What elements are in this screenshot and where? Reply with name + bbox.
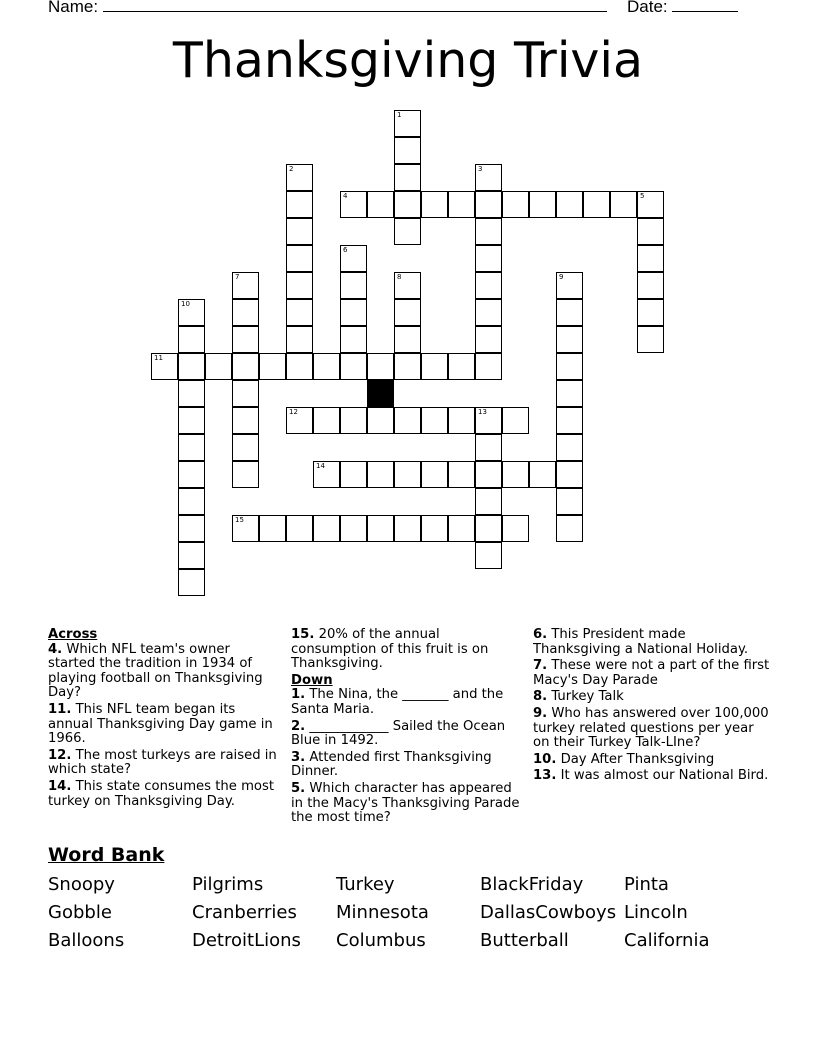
clue-item xyxy=(533,659,773,688)
grid-cell[interactable] xyxy=(529,461,556,488)
grid-cell[interactable] xyxy=(556,380,583,407)
clue-num: 1. xyxy=(291,687,306,703)
grid-cell[interactable] xyxy=(178,515,205,542)
clue-item xyxy=(533,769,773,784)
grid-cell[interactable] xyxy=(394,515,421,542)
clue-num: 3. xyxy=(291,749,306,765)
clue-num: 15. xyxy=(291,627,315,642)
clue-number: 7 xyxy=(235,273,240,281)
clues-column-1 xyxy=(48,628,280,811)
grid-cell[interactable] xyxy=(178,299,205,326)
word-bank-word: Balloons xyxy=(48,930,125,951)
grid-cell[interactable] xyxy=(232,326,259,353)
word-bank-word: Minnesota xyxy=(336,902,429,923)
grid-cell[interactable] xyxy=(394,299,421,326)
clue-item xyxy=(48,643,280,701)
grid-cell[interactable] xyxy=(421,191,448,218)
grid-cell[interactable] xyxy=(583,191,610,218)
grid-cell[interactable] xyxy=(610,191,637,218)
grid-cell[interactable] xyxy=(340,407,367,434)
grid-cell[interactable] xyxy=(286,326,313,353)
grid-cell[interactable] xyxy=(529,191,556,218)
grid-cell[interactable] xyxy=(637,272,664,299)
grid-cell[interactable] xyxy=(556,299,583,326)
grid-cell[interactable] xyxy=(556,461,583,488)
grid-cell[interactable] xyxy=(394,191,421,218)
grid-cell[interactable] xyxy=(367,191,394,218)
clue-number: 2 xyxy=(289,165,294,173)
grid-cell[interactable] xyxy=(232,299,259,326)
clue-number: 1 xyxy=(397,111,402,119)
grid-cell[interactable] xyxy=(475,218,502,245)
clue-item xyxy=(291,688,523,717)
word-bank-word: Lincoln xyxy=(624,902,688,923)
grid-cell[interactable] xyxy=(475,353,502,380)
clue-num: 7. xyxy=(533,658,548,674)
grid-cell[interactable] xyxy=(475,488,502,515)
grid-cell[interactable] xyxy=(367,407,394,434)
clue-num: 9. xyxy=(533,705,548,721)
grid-cell[interactable] xyxy=(286,245,313,272)
clue-text: This state consumes the most turkey on Thanksgiving Day. xyxy=(48,778,275,809)
grid-cell[interactable] xyxy=(475,191,502,218)
grid-cell[interactable] xyxy=(556,353,583,380)
clue-number: 13 xyxy=(478,408,487,416)
clue-item xyxy=(533,628,773,657)
word-bank-title: Word Bank xyxy=(48,844,165,866)
grid-cell[interactable] xyxy=(637,218,664,245)
clue-number: 9 xyxy=(559,273,564,281)
grid-cell[interactable] xyxy=(394,110,421,137)
grid-cell[interactable] xyxy=(448,515,475,542)
grid-cell[interactable] xyxy=(340,245,367,272)
grid-cell[interactable] xyxy=(394,164,421,191)
clue-text: 20% of the annual consumption of this fruit is on Thanksgiving. xyxy=(291,627,489,672)
clue-num: 5. xyxy=(291,780,306,796)
grid-cell[interactable] xyxy=(475,299,502,326)
clue-number: 6 xyxy=(343,246,348,254)
clue-num: 6. xyxy=(533,627,548,642)
grid-cell[interactable] xyxy=(232,407,259,434)
grid-cell[interactable] xyxy=(556,488,583,515)
grid-cell[interactable] xyxy=(637,191,664,218)
grid-cell[interactable] xyxy=(286,191,313,218)
clue-item xyxy=(291,751,523,780)
grid-cell[interactable] xyxy=(259,353,286,380)
grid-cell[interactable] xyxy=(421,515,448,542)
grid-cell[interactable] xyxy=(286,515,313,542)
clue-num: 8. xyxy=(533,689,548,705)
clue-number: 14 xyxy=(316,462,325,470)
grid-cell[interactable] xyxy=(313,461,340,488)
word-bank-word: Butterball xyxy=(480,930,569,951)
clue-text: This NFL team began its annual Thanksgiving Day game in 1966. xyxy=(48,701,273,747)
grid-cell[interactable] xyxy=(394,326,421,353)
word-bank-word: BlackFriday xyxy=(480,874,584,895)
grid-cell[interactable] xyxy=(340,515,367,542)
grid-cell[interactable] xyxy=(448,407,475,434)
word-bank-word: Columbus xyxy=(336,930,426,951)
clue-number: 10 xyxy=(181,300,190,308)
clue-item xyxy=(291,782,523,826)
grid-cell[interactable] xyxy=(502,407,529,434)
grid-cell[interactable] xyxy=(232,515,259,542)
clue-text: The most turkeys are raised in which state? xyxy=(48,747,277,778)
grid-cell[interactable] xyxy=(286,164,313,191)
clue-number: 15 xyxy=(235,516,244,524)
grid-cell[interactable] xyxy=(421,461,448,488)
clue-text: Which NFL team's owner started the tradition in 1934 of playing football on Thanksgiving Day? xyxy=(48,641,263,701)
clue-text: This President made Thanksgiving a National Holiday. xyxy=(533,627,749,657)
grid-cell[interactable] xyxy=(556,326,583,353)
grid-cell[interactable] xyxy=(313,515,340,542)
grid-cell[interactable] xyxy=(340,272,367,299)
grid-cell[interactable] xyxy=(475,326,502,353)
clue-item xyxy=(48,780,280,809)
grid-cell[interactable] xyxy=(475,515,502,542)
grid-cell[interactable] xyxy=(340,299,367,326)
grid-cell[interactable] xyxy=(556,434,583,461)
grid-cell[interactable] xyxy=(232,353,259,380)
grid-cell[interactable] xyxy=(178,461,205,488)
grid-cell[interactable] xyxy=(367,515,394,542)
grid-cell[interactable] xyxy=(178,353,205,380)
grid-cell[interactable] xyxy=(448,461,475,488)
clue-num: 10. xyxy=(533,751,557,767)
grid-cell[interactable] xyxy=(232,461,259,488)
word-bank-word: Snoopy xyxy=(48,874,115,895)
clue-item xyxy=(48,749,280,778)
clue-num: 11. xyxy=(48,701,72,717)
clue-text: Turkey Talk xyxy=(547,689,624,705)
clues-column-2 xyxy=(291,628,523,828)
grid-cell[interactable] xyxy=(475,164,502,191)
grid-cell[interactable] xyxy=(502,461,529,488)
word-bank-word: Gobble xyxy=(48,902,112,923)
grid-cell[interactable] xyxy=(637,299,664,326)
black-square xyxy=(367,380,394,407)
grid-cell[interactable] xyxy=(232,272,259,299)
grid-cell[interactable] xyxy=(421,407,448,434)
grid-cell[interactable] xyxy=(421,353,448,380)
down-heading: Down xyxy=(291,672,333,688)
clue-number: 5 xyxy=(640,192,645,200)
clue-num: 12. xyxy=(48,747,72,763)
clue-number: 3 xyxy=(478,165,483,173)
word-bank-word: California xyxy=(624,930,710,951)
grid-cell[interactable] xyxy=(448,191,475,218)
grid-cell[interactable] xyxy=(394,353,421,380)
grid-cell[interactable] xyxy=(178,434,205,461)
grid-cell[interactable] xyxy=(475,245,502,272)
grid-cell[interactable] xyxy=(232,380,259,407)
word-bank-word: Turkey xyxy=(336,874,395,895)
clue-num: 13. xyxy=(533,768,557,784)
grid-cell[interactable] xyxy=(313,407,340,434)
grid-cell[interactable] xyxy=(313,353,340,380)
grid-cell[interactable] xyxy=(286,407,313,434)
clue-number: 8 xyxy=(397,273,402,281)
grid-cell[interactable] xyxy=(475,461,502,488)
clue-text: It was almost our National Bird. xyxy=(556,768,769,784)
grid-cell[interactable] xyxy=(394,407,421,434)
grid-cell[interactable] xyxy=(556,407,583,434)
grid-cell[interactable] xyxy=(178,488,205,515)
grid-cell[interactable] xyxy=(205,353,232,380)
grid-cell[interactable] xyxy=(178,326,205,353)
clue-number: 12 xyxy=(289,408,298,416)
grid-cell[interactable] xyxy=(556,272,583,299)
grid-cell[interactable] xyxy=(475,542,502,569)
clue-item xyxy=(291,628,523,672)
grid-cell[interactable] xyxy=(637,245,664,272)
grid-cell[interactable] xyxy=(448,353,475,380)
grid-cell[interactable] xyxy=(259,515,286,542)
clue-num: 14. xyxy=(48,778,72,794)
name-label: Name: xyxy=(48,0,99,16)
grid-cell[interactable] xyxy=(340,191,367,218)
clue-text: Which character has appeared in the Macy's Thanksgiving Parade the most time? xyxy=(291,780,520,826)
grid-cell[interactable] xyxy=(286,272,313,299)
clue-number: 11 xyxy=(154,354,163,362)
page-title: Thanksgiving Trivia xyxy=(172,32,644,89)
clue-item xyxy=(533,753,773,768)
grid-cell[interactable] xyxy=(475,407,502,434)
across-heading: Across xyxy=(48,627,98,642)
clue-item xyxy=(48,703,280,747)
clue-num: 4. xyxy=(48,641,63,657)
word-bank-word: Pilgrims xyxy=(192,874,264,895)
grid-cell[interactable] xyxy=(394,461,421,488)
clue-text: These were not a part of the first Macy's Day Parade xyxy=(533,658,770,688)
grid-cell[interactable] xyxy=(151,353,178,380)
grid-cell[interactable] xyxy=(556,191,583,218)
grid-cell[interactable] xyxy=(475,272,502,299)
grid-cell[interactable] xyxy=(367,353,394,380)
grid-cell[interactable] xyxy=(286,299,313,326)
word-bank-word: DallasCowboys xyxy=(480,902,617,923)
grid-cell[interactable] xyxy=(178,407,205,434)
grid-cell[interactable] xyxy=(637,326,664,353)
grid-cell[interactable] xyxy=(475,434,502,461)
grid-cell[interactable] xyxy=(178,380,205,407)
clue-number: 4 xyxy=(343,192,348,200)
date-label: Date: xyxy=(627,0,668,16)
clue-text: Day After Thanksgiving xyxy=(556,751,715,767)
word-bank-word: DetroitLions xyxy=(192,930,301,951)
grid-cell[interactable] xyxy=(340,326,367,353)
clue-text: The Nina, the _______ and the Santa Maria. xyxy=(291,687,504,717)
clue-item xyxy=(533,690,773,705)
clue-text: Who has answered over 100,000 turkey related questions per year on their Turkey Talk-LIne? xyxy=(533,705,769,751)
grid-cell[interactable] xyxy=(340,461,367,488)
grid-cell[interactable] xyxy=(178,542,205,569)
clue-text: ____________ Sailed the Ocean Blue in 1492. xyxy=(291,718,506,749)
clues-column-3 xyxy=(533,628,773,786)
grid-cell[interactable] xyxy=(286,353,313,380)
grid-cell[interactable] xyxy=(367,461,394,488)
grid-cell[interactable] xyxy=(394,218,421,245)
grid-cell[interactable] xyxy=(286,218,313,245)
word-bank-word: Pinta xyxy=(624,874,669,895)
grid-cell[interactable] xyxy=(502,191,529,218)
grid-cell[interactable] xyxy=(394,137,421,164)
grid-cell[interactable] xyxy=(178,569,205,596)
word-bank-word: Cranberries xyxy=(192,902,297,923)
grid-cell[interactable] xyxy=(394,272,421,299)
clue-item xyxy=(291,720,523,749)
clue-num: 2. xyxy=(291,718,306,734)
grid-cell[interactable] xyxy=(340,353,367,380)
grid-cell[interactable] xyxy=(502,515,529,542)
clue-text: Attended first Thanksgiving Dinner. xyxy=(291,749,492,780)
grid-cell[interactable] xyxy=(232,434,259,461)
clue-item xyxy=(533,707,773,751)
grid-cell[interactable] xyxy=(556,515,583,542)
